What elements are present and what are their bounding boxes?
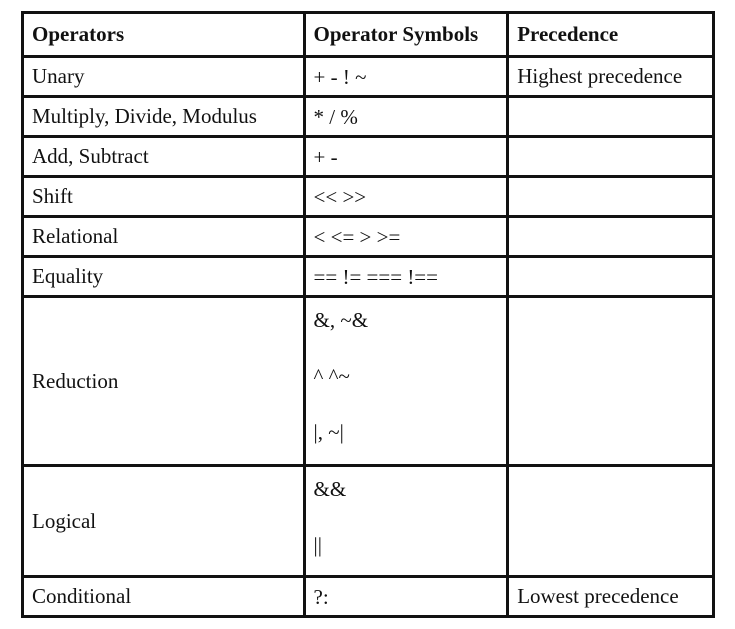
operator-symbols-cell (304, 577, 508, 617)
operator-precedence-table (21, 11, 715, 618)
operator-symbols-text: || (313, 533, 322, 557)
precedence-cell (508, 97, 714, 137)
operator-symbols-text: && (313, 477, 347, 501)
operator-name-cell: Relational (23, 217, 305, 257)
operator-symbols-cell (304, 137, 508, 177)
operator-symbols-text: < <= > >= (313, 224, 401, 249)
operator-name-cell: Equality (23, 257, 305, 297)
operator-symbols-cell (304, 257, 508, 297)
operator-name-cell: Shift (23, 177, 305, 217)
precedence-cell: Lowest precedence (508, 577, 714, 617)
operator-name-cell: Conditional (23, 577, 305, 617)
table-row-add-subtract (23, 137, 714, 177)
operator-symbols-cell (304, 177, 508, 217)
operator-symbols-text: + - ! ~ (313, 64, 367, 89)
header-operators: Operators (23, 13, 305, 57)
operator-symbols-cell (304, 57, 508, 97)
table-row-conditional (23, 577, 714, 617)
operator-symbols-text: |, ~| (313, 420, 344, 444)
precedence-cell (508, 257, 714, 297)
precedence-cell (508, 217, 714, 257)
table-row-equality (23, 257, 714, 297)
header-precedence: Precedence (508, 13, 714, 57)
operator-symbols-text: + - (313, 144, 338, 169)
operator-symbols-cell (304, 97, 508, 137)
operator-symbols-text: ^ ^~ (313, 364, 350, 388)
header-row (23, 13, 714, 57)
operator-name-cell: Unary (23, 57, 305, 97)
operator-symbols-text: ?: (313, 584, 329, 609)
operator-symbols-text: &, ~& (313, 308, 369, 332)
operator-symbols-cell (304, 217, 508, 257)
operator-symbols-text: << >> (313, 184, 367, 209)
precedence-cell: Highest precedence (508, 57, 714, 97)
precedence-cell (508, 297, 714, 466)
precedence-cell (508, 466, 714, 577)
operator-name-cell: Multiply, Divide, Modulus (23, 97, 305, 137)
precedence-cell (508, 177, 714, 217)
operator-name-cell: Reduction (23, 297, 305, 466)
table-row-multiply-divide-modulus (23, 97, 714, 137)
operator-symbols-cell (304, 297, 508, 466)
operator-symbols-cell (304, 466, 508, 577)
table-row-unary (23, 57, 714, 97)
table-row-reduction (23, 297, 714, 466)
precedence-cell (508, 137, 714, 177)
operator-name-cell: Add, Subtract (23, 137, 305, 177)
operator-symbols-text: == != === !== (313, 264, 438, 289)
operator-symbols-text: * / % (313, 104, 358, 129)
table-row-shift (23, 177, 714, 217)
header-operator-symbols: Operator Symbols (304, 13, 508, 57)
table-row-logical (23, 466, 714, 577)
operator-name-cell: Logical (23, 466, 305, 577)
table-row-relational (23, 217, 714, 257)
